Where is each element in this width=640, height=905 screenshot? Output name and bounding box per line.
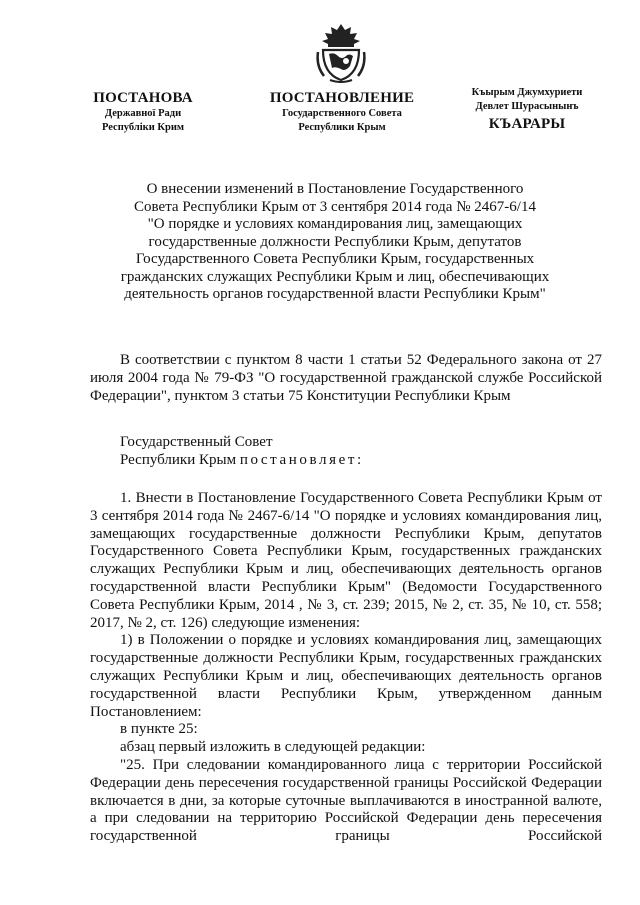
paragraph-subitem-1: 1) в Положении о порядке и условиях командирования лиц, замещающих государственные должности Республики Крым, государственных гражданских служащих Республики Крым и лиц, обеспечивающих деятельность органов государственной власти Республики Крым, утвержденном данным Постановлением: <box>90 632 602 720</box>
header-center-line1: Государственного Совета <box>282 108 402 119</box>
crimea-coat-of-arms-emblem <box>316 22 366 84</box>
document-title <box>100 181 570 304</box>
paragraph-first-abzac: абзац первый изложить в следующей редакции: <box>120 739 426 756</box>
header-right-title: КЪАРАРЫ <box>488 116 566 132</box>
header-left-line1: Державної Ради <box>104 108 182 119</box>
header-right-line1: Къырым Джумхуриети <box>471 87 583 98</box>
main-text <box>90 490 602 846</box>
header-center-line2: Республики Крым <box>298 122 386 133</box>
resolution-line2 <box>90 452 602 470</box>
paragraph-new-wording: "25. При следовании командированного лица с территории Российской Федерации день пересечения государственной границы Российской Федерации включается в дни, за которые суточные выплачиваются в иностранной валюте, а при следовании на территорию Российской Федерации день пересечения государственной границы Российской <box>90 756 602 845</box>
title-line: государственные должности Республики Крым, депутатов <box>148 233 522 250</box>
title-line: Государственного Совета Республики Крым, государственных <box>135 251 535 267</box>
header-right-line2: Девлет Шурасынынъ <box>475 101 579 112</box>
resolution-line2-prefix: Республики Крым <box>120 451 240 468</box>
header-left-line2: Республіки Крим <box>101 122 185 133</box>
header-ukrainian <box>78 90 208 135</box>
header-russian <box>252 90 432 135</box>
resolution-decree-word: постановляет: <box>239 451 364 468</box>
paragraph-point-25: в пункте 25: <box>120 721 198 738</box>
title-line: деятельность органов государственной власти Республики Крым" <box>124 286 546 302</box>
title-line: О внесении изменений в Постановление Государственного <box>146 181 524 197</box>
title-line: "О порядке и условиях командирования лиц, замещающих <box>147 216 523 232</box>
resolution-line1: Государственный Совет <box>120 434 273 450</box>
header-left-title: ПОСТАНОВА <box>93 90 193 106</box>
resolution-formula <box>90 434 602 470</box>
header-crimean-tatar <box>452 86 602 133</box>
preamble-section <box>90 352 602 405</box>
title-line: Совета Республики Крым от 3 сентября 2014 года № 2467-6/14 <box>134 198 536 215</box>
paragraph-item-1: 1. Внести в Постановление Государственного Совета Республики Крым от 3 сентября 2014 года № 2467-6/14 "О порядке и условиях командирования лиц, замещающих государственные должности Республики Крым, депутатов Государственного Совета Республики Крым, государственных гражданских служащих Республики Крым и лиц, обеспечивающих деятельность органов государственной власти Республики Крым" (Ведомости Государственного Совета Республики Крым, 2014 , № 3, ст. 239; 2015, № 2, ст. 35, № 10, ст. 558; 2017, № 2, ст. 126) следующие изменения: <box>90 490 602 631</box>
title-line: гражданских служащих Республики Крым и лиц, обеспечивающих <box>120 268 550 285</box>
header-center-title: ПОСТАНОВЛЕНИЕ <box>269 90 415 106</box>
preamble-paragraph: В соответствии с пунктом 8 части 1 статьи 52 Федерального закона от 27 июля 2004 года № 79-ФЗ "О государственной гражданской службе Российской Федерации", пунктом 3 статьи 75 Конституции Республики Крым <box>90 352 602 404</box>
